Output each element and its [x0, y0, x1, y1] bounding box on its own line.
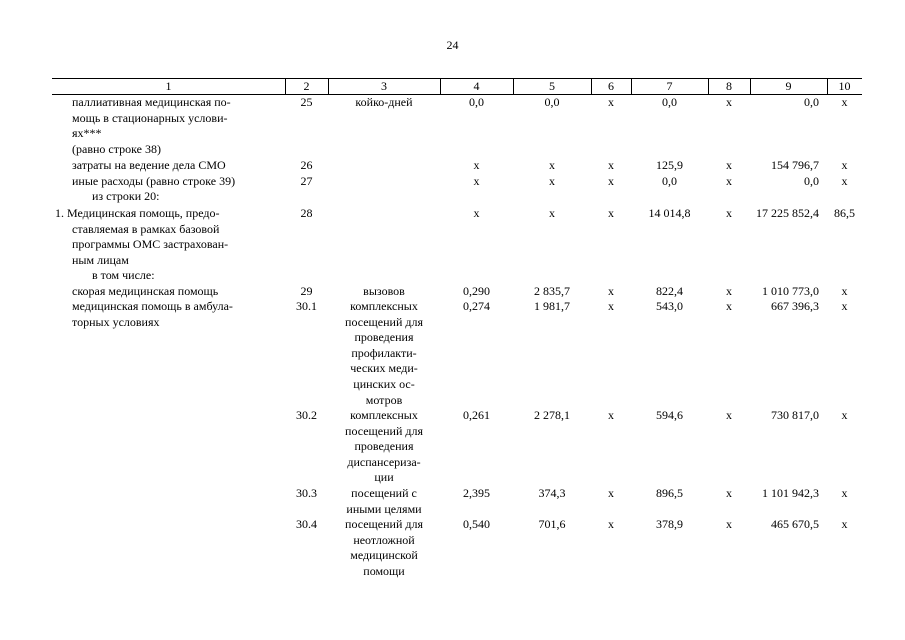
row-label-line: в том числе:: [92, 268, 155, 282]
cell-col-9: 730 817,0: [771, 408, 819, 422]
cell-col-9: 0,0: [804, 95, 819, 109]
cell-col-4: 0,540: [463, 517, 490, 531]
cell-col-4: 0,274: [463, 299, 490, 313]
cell-col-7: 0,0: [662, 174, 677, 188]
cell-col-9: 154 796,7: [771, 158, 819, 172]
unit-line: ческих меди-: [350, 361, 418, 376]
cell-col-6: х: [608, 174, 614, 188]
header-col-5: 5: [549, 79, 555, 93]
row-number: 30.4: [296, 517, 317, 531]
unit-line: профилакти-: [351, 345, 417, 360]
cell-col-10: х: [841, 299, 848, 313]
unit-line: диспансериза-: [347, 454, 421, 469]
row-label-line: скорая медицинская помощь: [72, 284, 219, 298]
cell-col-7: 896,5: [656, 486, 683, 500]
unit-line: проведения: [354, 439, 414, 454]
header-col-9: 9: [785, 79, 792, 93]
cell-col-6: х: [608, 284, 614, 298]
cell-col-4: х: [473, 158, 480, 172]
unit-line: койко-дней: [355, 95, 413, 109]
table-header-row: [52, 78, 862, 95]
cell-col-7: 594,6: [656, 408, 683, 422]
cell-col-5: х: [549, 158, 555, 172]
row-label-line: затраты на ведение дела СМО: [72, 158, 226, 172]
row-number: 26: [300, 158, 313, 172]
cell-col-6: х: [608, 158, 614, 172]
budget-table: [52, 78, 862, 598]
unit-line: мотров: [365, 392, 403, 407]
cell-col-7: 125,9: [656, 158, 683, 172]
row-label-line: (равно строке 38): [72, 141, 161, 156]
cell-col-10: х: [841, 95, 848, 109]
unit-line: иными целями: [346, 501, 422, 516]
cell-col-5: 1 981,7: [534, 299, 570, 313]
cell-col-6: х: [608, 486, 614, 500]
cell-col-10: 86,5: [834, 206, 855, 220]
cell-col-6: х: [608, 408, 614, 422]
unit-line: посещений для: [345, 423, 423, 438]
cell-col-10: х: [841, 174, 848, 188]
unit-line: ции: [374, 470, 394, 485]
row-number: 30.3: [296, 486, 317, 500]
row-label-line: программы ОМС застрахован-: [72, 237, 229, 252]
header-col-6: 6: [608, 79, 614, 93]
cell-col-4: 0,290: [463, 284, 490, 298]
row-number: 27: [300, 174, 313, 188]
cell-col-5: 2 278,1: [534, 408, 570, 422]
row-number: 28: [300, 206, 313, 220]
cell-col-5: х: [549, 206, 555, 220]
row-label-line: паллиативная медицинская по-: [72, 95, 231, 109]
cell-col-4: х: [473, 174, 480, 188]
cell-col-5: 374,3: [538, 486, 566, 500]
cell-col-9: 0,0: [804, 174, 819, 188]
unit-line: неотложной: [353, 532, 415, 547]
row-number: 30.1: [296, 299, 317, 313]
cell-col-4: х: [473, 206, 480, 220]
cell-col-8: х: [726, 517, 732, 531]
row-label-line: иные расходы (равно строке 39): [72, 174, 236, 188]
cell-col-8: х: [726, 408, 732, 422]
cell-col-10: х: [841, 486, 848, 500]
header-col-7: 7: [666, 79, 673, 93]
row-label-line: 1. Медицинская помощь, предо-: [55, 206, 220, 220]
row-label-line: торных условиях: [72, 314, 160, 329]
cell-col-5: 701,6: [538, 517, 566, 531]
header-col-4: 4: [473, 79, 480, 93]
cell-col-8: х: [726, 206, 732, 220]
row-label-line: мощь в стационарных услови-: [72, 110, 228, 125]
cell-col-10: х: [841, 284, 848, 298]
cell-col-9: 1 101 942,3: [762, 486, 819, 500]
cell-col-7: 822,4: [656, 284, 683, 298]
unit-line: посещений для: [345, 517, 423, 531]
unit-line: цинских ос-: [353, 377, 415, 391]
cell-col-5: х: [549, 174, 555, 188]
cell-col-8: х: [726, 174, 732, 188]
header-col-8: 8: [726, 79, 732, 93]
cell-col-5: 2 835,7: [534, 284, 570, 298]
cell-col-9: 17 225 852,4: [756, 206, 819, 220]
unit-line: посещений с: [351, 486, 417, 500]
cell-col-4: 0,0: [469, 95, 484, 109]
cell-col-8: х: [726, 486, 732, 500]
cell-col-7: 0,0: [662, 95, 677, 109]
cell-col-7: 14 014,8: [648, 206, 691, 220]
header-col-1: 1: [165, 79, 172, 93]
header-col-3: 3: [381, 79, 387, 93]
cell-col-6: х: [608, 299, 614, 313]
cell-col-4: 0,261: [463, 408, 490, 422]
cell-col-8: х: [726, 284, 732, 298]
cell-col-8: х: [726, 158, 732, 172]
cell-col-9: 1 010 773,0: [762, 284, 819, 298]
cell-col-10: х: [841, 408, 848, 422]
row-label-line: ным лицам: [72, 252, 129, 267]
cell-col-7: 543,0: [656, 299, 683, 313]
cell-col-10: х: [841, 158, 848, 172]
cell-col-9: 667 396,3: [771, 299, 819, 313]
cell-col-8: х: [726, 299, 732, 313]
unit-line: комплексных: [350, 299, 418, 313]
unit-line: посещений для: [345, 314, 423, 329]
header-col-2: 2: [303, 79, 310, 93]
unit-line: медицинской: [350, 548, 418, 563]
row-label-line: ставляемая в рамках базовой: [72, 221, 220, 236]
row-number: 25: [300, 95, 313, 109]
unit-line: проведения: [354, 330, 414, 345]
cell-col-8: х: [726, 95, 732, 109]
cell-col-6: х: [608, 95, 614, 109]
row-label-line: ях***: [72, 126, 102, 141]
row-label-line: из строки 20:: [92, 189, 160, 203]
cell-col-6: х: [608, 206, 614, 220]
unit-line: помощи: [363, 563, 405, 578]
unit-line: комплексных: [350, 408, 418, 422]
cell-col-6: х: [608, 517, 614, 531]
unit-line: вызовов: [363, 284, 405, 298]
cell-col-4: 2,395: [463, 486, 490, 500]
page-number: 24: [446, 38, 459, 52]
row-number: 30.2: [296, 408, 317, 422]
cell-col-7: 378,9: [656, 517, 683, 531]
row-label-line: медицинская помощь в амбула-: [72, 299, 233, 313]
header-col-10: 10: [838, 79, 851, 93]
cell-col-5: 0,0: [544, 95, 560, 109]
row-number: 29: [300, 284, 313, 298]
cell-col-9: 465 670,5: [771, 517, 819, 531]
cell-col-10: х: [841, 517, 848, 531]
